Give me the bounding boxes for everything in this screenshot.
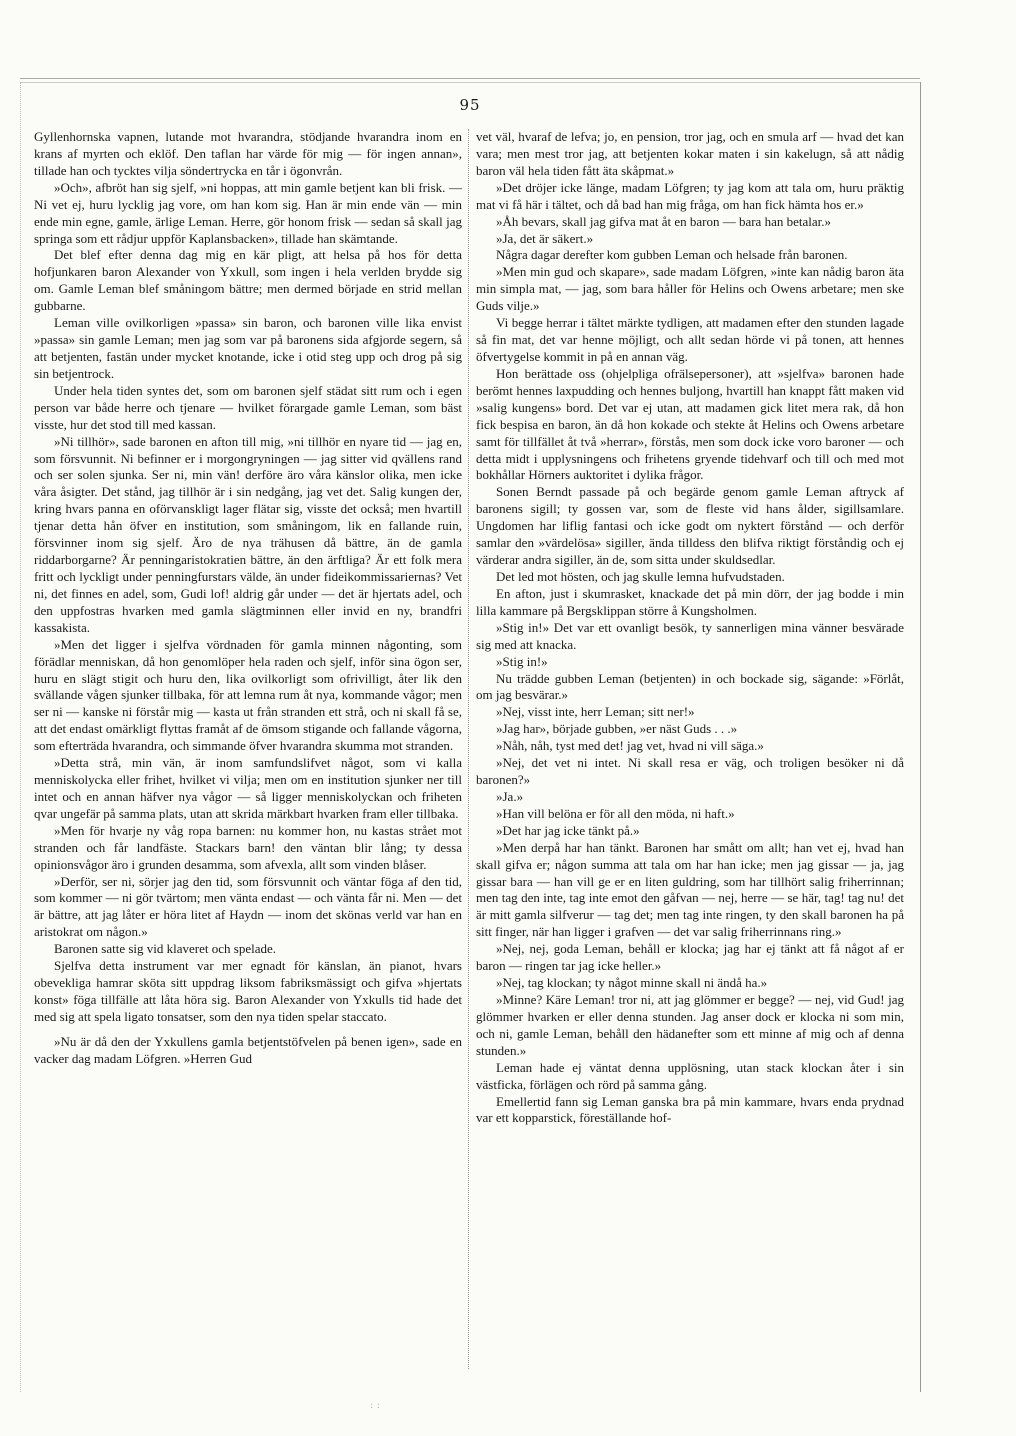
- paragraph: Det led mot hösten, och jag skulle lemna hufvudstaden.: [496, 568, 785, 584]
- paragraph: Hon berättade oss (ohjelpliga ofrälsepersoner), att »sjelfva» baronen hade berömt hennes laxpudding och hennes buljong, hvartill han knappt fått maken vid »salig kungens» bord. Det var ej utan, att madamen gick litet mera rak, då hon fick bespisa en baron, än då hon kokade och stekte åt Helins och Owens arbetare samt för tillfället åt två »herrar», förstås, men som dock icke voro baroner — och detta midt i upplysningens och frihetens gryende tidehvarf och till och med mot bokhållar Hörners auktoritet i dylika frågor.: [476, 365, 904, 483]
- paragraph: »Han vill belöna er för all den möda, ni haft.»: [496, 805, 735, 821]
- paragraph: »Ja.»: [496, 788, 524, 804]
- paragraph: »Nu är då den der Yxkullens gamla betjentstöfvelen på benen igen», sade en vacker dag madam Löfgren. »Herren Gud: [34, 1033, 462, 1066]
- paragraph: »Men för hvarje ny våg ropa barnen: nu kommer hon, nu kastas strået mot stranden och får landfäste. Stackars barn! den väntan blir lång; ty dessa opinionsvågor äro i grunden desamma, som afvexla, allt som vinden blåser.: [34, 822, 462, 872]
- paragraph: Gyllenhornska vapnen, lutande mot hvarandra, stödjande hvarandra inom en krans af myrten och eklöf. Den taflan har värde för mig — för ingen annan», tillade han och tycktes vilja söndertrycka en tår i ögonvrån.: [34, 129, 462, 178]
- paragraph: Nu trädde gubben Leman (betjenten) in och bockade sig, sägande: »Förlåt, om jag besvärar.»: [476, 670, 904, 703]
- paragraph: »Men derpå har han tänkt. Baronen har smått om allt; han vet ej, hvad han skall gifva er; någon summa att tala om har han icke; men jag gissar — ja, jag gissar bara — han vill ge er en liten guldring, som har tillhört salig friherrinnan; men tag den inte, tag inte emot den gåfvan — nej, herre — se här, tag! tag nu! det är mitt gamla silfverur — tag det; men tag inte ringen, ty den skall baronen ha på sitt finger, när han ligger i grafven — det var salig friherrinnans ring.»: [476, 839, 904, 940]
- paragraph: Emellertid fann sig Leman ganska bra på min kammare, hvars enda prydnad var ett kopparstick, föreställande hof-: [476, 1093, 904, 1126]
- paragraph: »Det har jag icke tänkt på.»: [496, 822, 640, 838]
- paragraph: »Stig in!»: [496, 653, 548, 669]
- paragraph: »Ja, det är säkert.»: [496, 230, 594, 246]
- paragraph: »Men det ligger i sjelfva vördnaden för gamla minnen någonting, som förädlar menniskan, då hon genomlöper hela raden och sjelf, inför sina ögon ser, huru en slägt stigit och huru den, lika ovilkorligt som ofrivilligt, åter lik den svällande vågen sjunker tillbaka, för att lemna rum åt nya, kommande vågor; men ser ni — kanske ni förstår mig — kasta ut från stranden ett strå, och ni skall få se, att det endast omärkligt flyttas framåt af de ömsom stigande och fallande vågorna, som efterträda hvarandra, och simmande öfver hvarandra skumma mot stranden.: [34, 636, 462, 754]
- paragraph: Sonen Berndt passade på och begärde genom gamle Leman aftryck af baronens sigill; ty gossen var, som de fleste vid hans ålder, sigillsamlare. Ungdomen har liflig fantasi och icke godt om nyktert förstånd — och derför samlar den »värdelösa» sigiller, ända tilldess den blifva riktigt förståndig och ej värderar andra sigiller, än de, som sitta under skuldsedlar.: [476, 484, 904, 568]
- paragraph: »Nåh, nåh, tyst med det! jag vet, hvad ni vill säga.»: [496, 738, 764, 754]
- paragraph: Baronen satte sig vid klaveret och spelade.: [54, 941, 277, 957]
- paragraph: Några dagar derefter kom gubben Leman och helsade från baronen.: [496, 247, 848, 263]
- paragraph: »Nej, visst inte, herr Leman; sitt ner!»: [496, 704, 695, 720]
- paragraph: »Derför, ser ni, sörjer jag den tid, som försvunnit och väntar föga af den tid, som kommer — ni gör tvärtom; men vänta endast — och vänta får ni. Men — det är bättre, att jag låter er höra litet af Haydn — inom det skönas verld var han en aristokrat om någon.»: [34, 873, 462, 940]
- paragraph: »Men min gud och skapare», sade madam Löfgren, »inte kan nådig baron äta min simpla mat, — jag, som bara håller för Helins och Owens arbetare; men ske Guds vilje.»: [476, 264, 904, 314]
- column-divider: [468, 129, 469, 1369]
- right-column: [476, 129, 904, 1127]
- paragraph: »Stig in!» Det var ett ovanligt besök, ty sannerligen mina vänner besvärade sig med att knacka.: [476, 619, 904, 652]
- paragraph: Leman hade ej väntat denna upplösning, utan stack klockan åter i sin västficka, förlägen och rörd på samma gång.: [476, 1059, 904, 1092]
- paragraph: »Jag har», började gubben, »er näst Guds . . .»: [496, 721, 738, 737]
- paragraph: »Nej, det vet ni intet. Ni skall resa er väg, och troligen besöker ni då baronen?»: [476, 755, 904, 788]
- page-number: 95: [459, 96, 481, 114]
- paragraph: Under hela tiden syntes det, som om baronen sjelf städat sitt rum och i egen person var både herre och tjenare — hvilket förargade gamle Leman, som bäst visste, hur det stod till med kassan.: [34, 382, 462, 432]
- paragraph: »Det dröjer icke länge, madam Löfgren; ty jag kom att tala om, huru präktig mat vi få här i tältet, och då bad han mig fråga, om han fick hämta hos er.»: [476, 179, 904, 212]
- paragraph: Vi begge herrar i tältet märkte tydligen, att madamen efter den stunden lagade så fin mat, det var henne möjligt, och allt sedan hörde vi på tonen, att hennes öfvertygelse kommit in på en annan väg.: [476, 315, 904, 364]
- left-margin-rule: [20, 82, 21, 1392]
- paragraph: »Detta strå, min vän, är inom samfundslifvet något, som vi kalla menniskolycka eller frihet, hvilket vi vilja; men om en institution sjunker ner till intet och en annan häfver nya vågor — så ligger menniskolyckan och friheten qvar ungefär på samma plats, utan att skrida märkbart hvarken fram eller tillbaka.: [34, 755, 462, 821]
- paragraph: En afton, just i skumrasket, knackade det på min dörr, der jag bodde i min lilla kammare på Bergsklippan större å Kungsholmen.: [476, 585, 904, 618]
- paragraph: Leman ville ovilkorligen »passa» sin baron, och baronen ville lika envist »passa» sin gamle Leman; men jag som var på baronens sida afgjorde segern, så att betjenten, fastän under mycket knotande, icke i otid steg upp och drog på sig sin betjentrock.: [34, 315, 462, 381]
- right-margin-rule: [920, 82, 921, 1392]
- paragraph: »Och», afbröt han sig sjelf, »ni hoppas, att min gamle betjent kan bli frisk. — Ni vet ej, huru lycklig jag vore, om han kom sig. Han är min ende vän — min ende min egne, gamle, ärlige Leman. Herre, gör honom frisk — sedan så skall jag springa som ett rådjur uppför Kaplansbacken», tillade han skämtande.: [34, 179, 462, 246]
- left-column: [34, 129, 462, 1068]
- bottom-mark: : :: [370, 1400, 380, 1411]
- top-border-rule-inner: [20, 82, 920, 83]
- paragraph: »Nej, tag klockan; ty något minne skall ni ändå ha.»: [496, 975, 768, 991]
- paragraph: Sjelfva detta instrument var mer egnadt för känslan, än pianot, hvars obevekliga hamrar sköta sitt uppdrag liksom fabriksmässigt och gifva »hjertats konst» föga tillfälle att låta höra sig. Baron Alexander von Yxkulls tid hade det med sig att spela ligato tonsatser, som den nya tiden spelar staccato.: [34, 958, 462, 1024]
- paragraph: »Nej, nej, goda Leman, behåll er klocka; jag har ej tänkt att få något af er baron — ringen tar jag icke heller.»: [476, 941, 904, 974]
- paragraph: vet väl, hvaraf de lefva; jo, en pension, tror jag, och en smula arf — hvad det kan vara; men mest tror jag, att betjenten kokar maten i sin kakelugn, så att nådig baron väl hela tiden fått äta skåpmat.»: [476, 129, 904, 178]
- paragraph: »Minne? Käre Leman! tror ni, att jag glömmer er begge? — nej, vid Gud! jag glömmer hvarken er eller denna stunden. Jag anser dock er klocka ni som min, och ni, gamle Leman, behåll den hädanefter som ett minne af mig och af denna stunden.»: [476, 992, 904, 1058]
- paragraph: Det blef efter denna dag mig en kär pligt, att helsa på hos för detta hofjunkaren baron Alexander von Yxkull, som ingen i hela verlden brydde sig om. Gamle Leman blef småningom bättre; men dermed började en strid mellan gubbarne.: [34, 247, 462, 314]
- paragraph: »Åh bevars, skall jag gifva mat åt en baron — bara han betalar.»: [496, 213, 831, 229]
- paragraph: »Ni tillhör», sade baronen en afton till mig, »ni tillhör en nyare tid — jag en, som försvunnit. Ni befinner er i morgongryningen — jag sitter vid qvällens rand och ser solen sjunka. Ser ni, min vän! derföre äro våra känslor olika, men icke våra åsigter. Det stånd, jag tillhör är i sin nedgång, jag vet det. Salig kungen der, kring hvars panna en oförvanskligt lager flätar sig, visste det också; men hvartill tjenar detta hån öfver en institution, som småningom, lik en fallande ruin, försvinner inom sig sjelf. Äro de nya trähusen då bättre, än de gamla riddarborgarne? Är penningaristokratien bättre, än den ärftliga? Är ett folk mera fritt och lyckligt under penningfurstars välde, än under fideikommissariernas? Vet ni, det finnes en adel, som, Gudi lof! aldrig går under — det är hjertats adel, och den uppfostras hvarken med gamla slägtminnen eller invid en ny, brandfri kassakista.: [34, 433, 462, 635]
- top-border-rule: [20, 78, 920, 79]
